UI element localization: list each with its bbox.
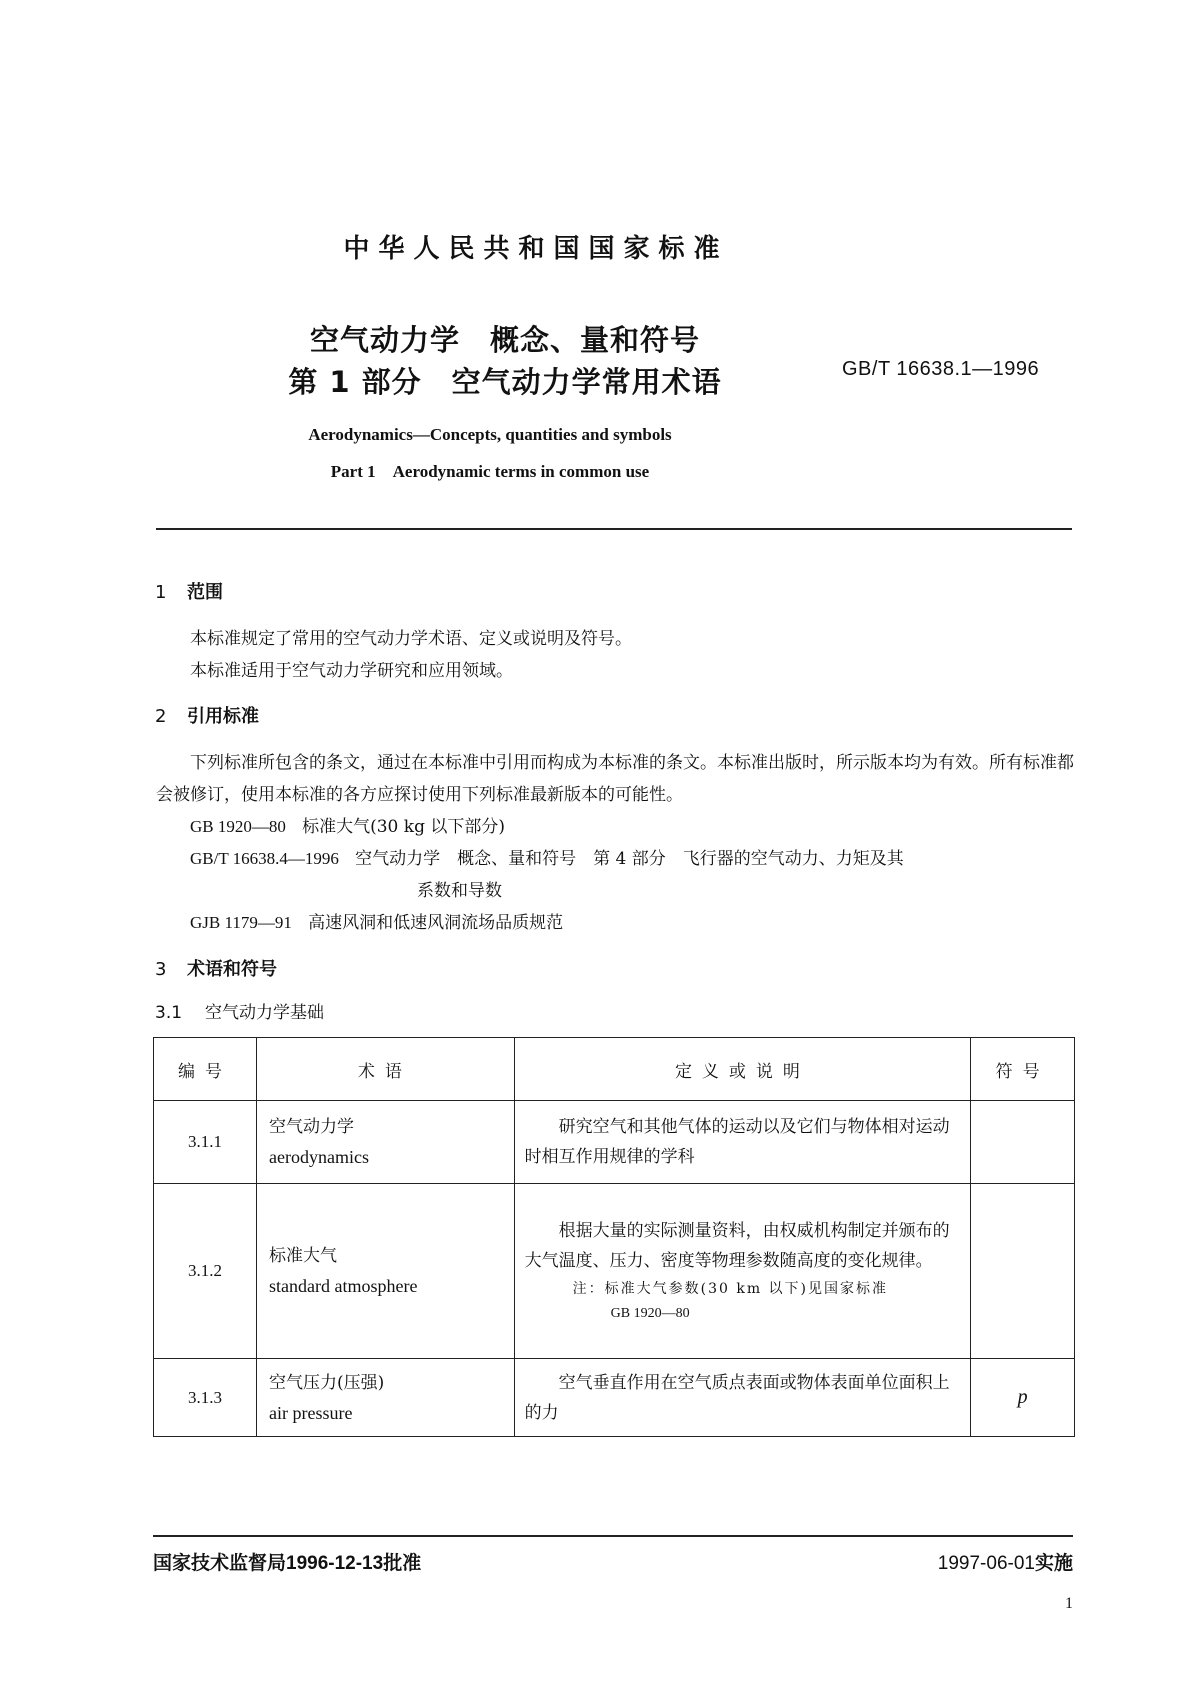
table-header-row xyxy=(154,1038,1075,1101)
section-title: 范围 xyxy=(187,582,223,603)
effective-label: 实施 xyxy=(1034,1553,1073,1574)
title-en-line1: Aerodynamics—Concepts, quantities and symbols xyxy=(308,425,672,444)
header-term: 术语 xyxy=(257,1038,515,1101)
section-2-heading xyxy=(155,702,259,728)
definition-note: 注：标准大气参数(30 km 以下)见国家标准 xyxy=(572,1281,889,1297)
header-divider xyxy=(156,528,1072,530)
reference-code: GB 1920—80 xyxy=(190,817,286,836)
header-number: 编号 xyxy=(154,1038,257,1101)
reference-title: 高速风洞和低速风洞流场品质规范 xyxy=(308,913,564,933)
term-cell xyxy=(257,1359,515,1437)
header-definition: 定义或说明 xyxy=(514,1038,971,1101)
header-symbol: 符号 xyxy=(971,1038,1075,1101)
definition-cell xyxy=(514,1101,971,1184)
definition-cell xyxy=(514,1359,971,1437)
term-en: aerodynamics xyxy=(269,1147,370,1167)
term-number: 3.1.1 xyxy=(154,1101,257,1184)
term-cell xyxy=(257,1101,515,1184)
section-number: 3 xyxy=(155,959,167,980)
effective-date: 1997-06-01 xyxy=(937,1553,1035,1574)
definition-text: 空气垂直作用在空气质点表面或物体表面单位面积上的力 xyxy=(524,1372,950,1423)
section-1-heading xyxy=(155,578,223,604)
table-row xyxy=(154,1184,1075,1359)
term-zh: 空气动力学 xyxy=(269,1117,355,1137)
definition-text: 研究空气和其他气体的运动以及它们与物体相对运动时相互作用规律的学科 xyxy=(524,1117,950,1167)
term-en: standard atmosphere xyxy=(269,1276,418,1296)
page-number: 1 xyxy=(1065,1595,1073,1612)
term-number: 3.1.3 xyxy=(154,1359,257,1437)
term-number: 3.1.2 xyxy=(154,1184,257,1359)
table-row xyxy=(154,1359,1075,1437)
symbol-cell xyxy=(971,1359,1075,1437)
subsection-number: 3.1 xyxy=(155,1003,183,1023)
title-zh-line1: 空气动力学 概念、量和符号 xyxy=(309,323,700,357)
terms-table xyxy=(153,1037,1075,1437)
title-zh-line2: 第 1 部分 空气动力学常用术语 xyxy=(288,365,722,399)
reference-code: GJB 1179—91 xyxy=(190,913,292,932)
term-zh: 标准大气 xyxy=(269,1246,338,1266)
title-en-line2: Part 1 Aerodynamic terms in common use xyxy=(330,462,650,481)
definition-note-continued: GB 1920—80 xyxy=(610,1306,690,1321)
symbol-cell xyxy=(971,1184,1075,1359)
term-cell xyxy=(257,1184,515,1359)
subsection-3-1-heading xyxy=(155,997,324,1029)
subsection-title: 空气动力学基础 xyxy=(205,1003,324,1023)
section-title: 术语和符号 xyxy=(187,959,277,980)
symbol: p xyxy=(1017,1386,1028,1408)
section-3-heading xyxy=(155,955,277,981)
reference-title: 标准大气(30 kg 以下部分) xyxy=(302,817,505,837)
reference-title: 空气动力学 概念、量和符号 第 4 部分 飞行器的空气动力、力矩及其 xyxy=(355,849,904,869)
reference-item xyxy=(190,811,505,843)
section-title: 引用标准 xyxy=(187,706,259,727)
reference-code: GB/T 16638.4—1996 xyxy=(190,849,339,868)
section-number: 2 xyxy=(155,706,167,727)
section-number: 1 xyxy=(155,582,167,603)
term-en: air pressure xyxy=(269,1402,353,1423)
section-2-intro: 下列标准所包含的条文，通过在本标准中引用而构成为本标准的条文。本标准出版时，所示版本均为有效。所有标准都会被修订，使用本标准的各方应探讨使用下列标准最新版本的可能性。 xyxy=(156,753,1074,805)
table-row xyxy=(154,1101,1075,1184)
definition-text: 根据大量的实际测量资料，由权威机构制定并颁布的大气温度、压力、密度等物理参数随高度的变化规律。 xyxy=(524,1221,950,1271)
symbol-cell xyxy=(971,1101,1075,1184)
term-zh: 空气压力(压强) xyxy=(269,1372,385,1393)
standard-number: GB/T 16638.1—1996 xyxy=(842,358,1040,380)
approval-statement: 国家技术监督局1996-12-13批准 xyxy=(153,1553,422,1574)
definition-cell xyxy=(514,1184,971,1359)
footer-divider xyxy=(153,1535,1073,1537)
section-1-paragraph-2: 本标准适用于空气动力学研究和应用领域。 xyxy=(190,661,513,681)
reference-item xyxy=(190,843,1080,875)
national-standard-heading: 中华人民共和国国家标准 xyxy=(343,234,729,264)
effective-statement xyxy=(938,1548,1073,1575)
section-1-paragraph-1: 本标准规定了常用的空气动力学术语、定义或说明及符号。 xyxy=(190,629,632,649)
reference-item xyxy=(190,907,563,939)
reference-title-continued: 系数和导数 xyxy=(417,881,502,901)
